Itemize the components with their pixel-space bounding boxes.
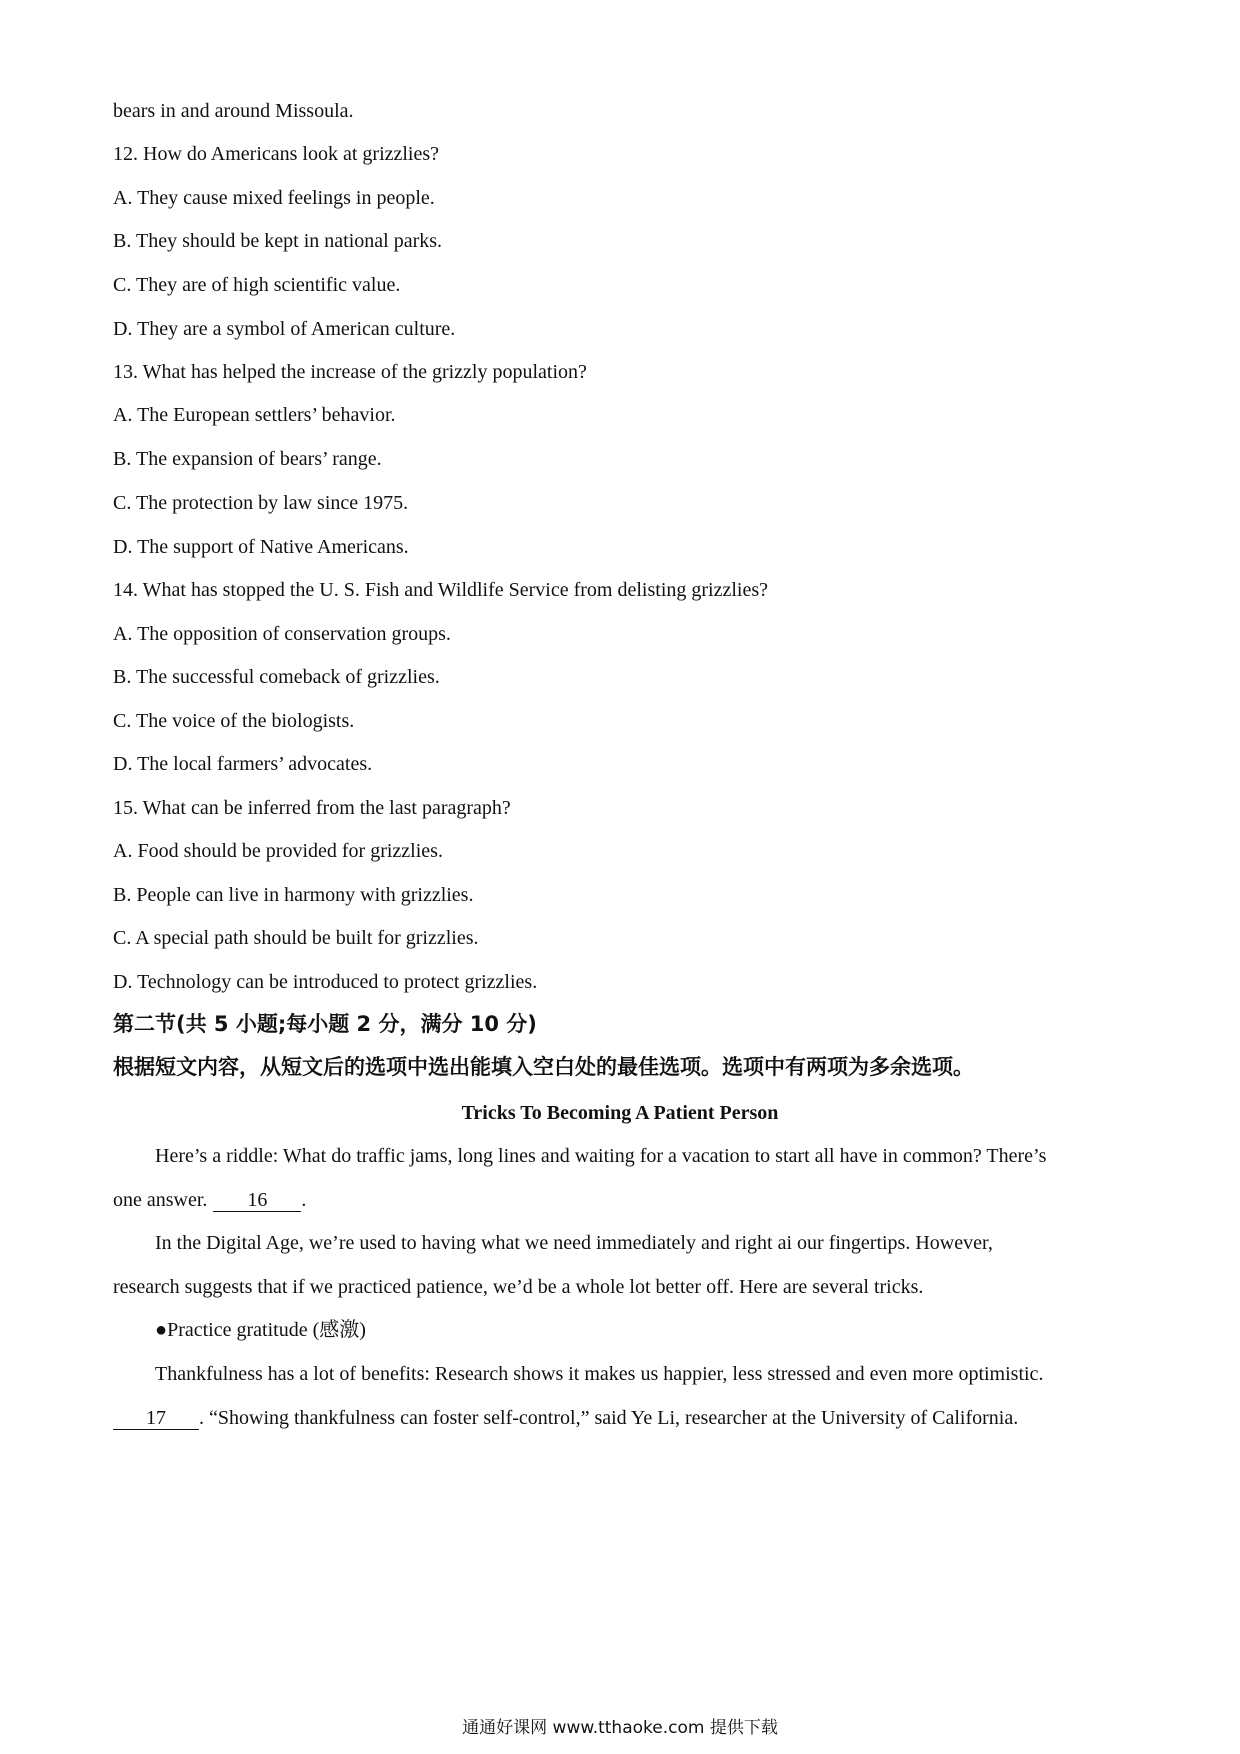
passage-title: Tricks To Becoming A Patient Person — [461, 1102, 779, 1124]
q12-option-c: C. They are of high scientific value. — [113, 274, 401, 296]
q12-option-d: D. They are a symbol of American culture. — [113, 318, 456, 340]
paragraph-3-line-2 — [113, 1405, 1018, 1431]
paragraph-3-suffix: . “Showing thankfulness can foster self-control,” said Ye Li, researcher at the University of California. — [199, 1407, 1019, 1429]
q12-option-b: B. They should be kept in national parks. — [113, 230, 443, 252]
q12-option-a: A. They cause mixed feelings in people. — [113, 187, 435, 209]
paragraph-1-prefix: one answer. — [113, 1189, 208, 1211]
q15-option-c: C. A special path should be built for grizzlies. — [113, 927, 479, 949]
paragraph-1-line-2 — [113, 1187, 306, 1213]
q15-option-d: D. Technology can be introduced to protect grizzlies. — [113, 971, 538, 993]
paragraph-3-line-1: Thankfulness has a lot of benefits: Research shows it makes us happier, less stressed and even more optimistic. — [155, 1363, 1044, 1385]
q14-option-b: B. The successful comeback of grizzlies. — [113, 666, 440, 688]
text-line-continuation: bears in and around Missoula. — [113, 100, 354, 122]
q13-option-c: C. The protection by law since 1975. — [113, 492, 409, 514]
question-14: 14. What has stopped the U. S. Fish and Wildlife Service from delisting grizzlies? — [113, 579, 768, 601]
paragraph-1-line-1: Here’s a riddle: What do traffic jams, long lines and waiting for a vacation to start all have in common? There’s — [155, 1145, 1047, 1167]
q13-option-a: A. The European settlers’ behavior. — [113, 404, 396, 426]
question-15: 15. What can be inferred from the last paragraph? — [113, 797, 511, 819]
paragraph-2-line-1: In the Digital Age, we’re used to having what we need immediately and right ai our fingertips. However, — [155, 1232, 993, 1254]
question-12: 12. How do Americans look at grizzlies? — [113, 143, 440, 165]
blank-16[interactable]: 16 — [213, 1189, 301, 1212]
q15-option-a: A. Food should be provided for grizzlies. — [113, 840, 443, 862]
section-instruction: 根据短文内容，从短文后的选项中选出能填入空白处的最佳选项。选项中有两项为多余选项。 — [113, 1055, 974, 1079]
q14-option-a: A. The opposition of conservation groups. — [113, 623, 451, 645]
footer-watermark: 通通好课网 www.tthaoke.com 提供下载 — [462, 1718, 778, 1738]
q15-option-b: B. People can live in harmony with grizzlies. — [113, 884, 474, 906]
section-heading: 第二节(共 5 小题;每小题 2 分，满分 10 分) — [113, 1012, 537, 1036]
question-13: 13. What has helped the increase of the grizzly population? — [113, 361, 587, 383]
bullet-heading: ●Practice gratitude (感激) — [155, 1319, 366, 1341]
q14-option-d: D. The local farmers’ advocates. — [113, 753, 373, 775]
blank-17[interactable]: 17 — [113, 1407, 199, 1430]
q14-option-c: C. The voice of the biologists. — [113, 710, 355, 732]
q13-option-d: D. The support of Native Americans. — [113, 536, 409, 558]
paragraph-2-line-2: research suggests that if we practiced patience, we’d be a whole lot better off. Here are several tricks. — [113, 1276, 924, 1298]
q13-option-b: B. The expansion of bears’ range. — [113, 448, 382, 470]
paragraph-1-suffix: . — [301, 1189, 307, 1211]
